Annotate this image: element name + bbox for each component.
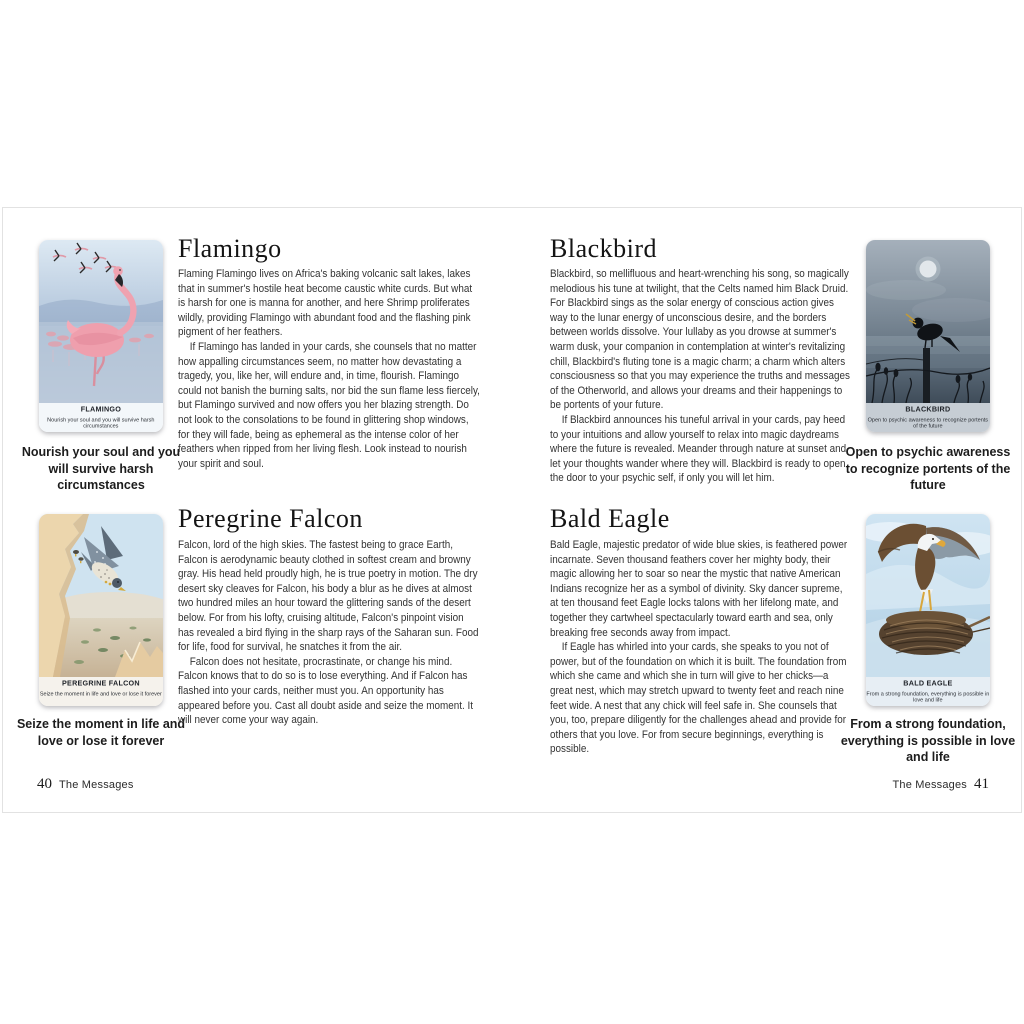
peregrine-falcon-caption: Seize the moment in life and love or lose it forever [16,717,186,748]
card-tagline-text: Nourish your soul and you will survive harsh circumstances [47,417,155,430]
blackbird-card-strip [866,403,990,432]
blackbird-caption: Open to psychic awareness to recognize portents of the future [845,445,1011,492]
card-title-text: BLACKBIRD [905,404,951,414]
bald-eagle-card-strip [866,677,990,706]
book-spread [2,207,1022,813]
card-title-text: BALD EAGLE [903,678,953,688]
paragraph: If Blackbird announces his tuneful arrival in your cards, pay heed to your intuitions and allow yourself to relax into magic daydreams where the future is revealed. Meander through nature at sunset and let your thoughts wander where they will. Blackbird is ready to open the door to your psychic self, if only you will let him. [550,413,847,485]
peregrine-falcon-heading: Peregrine Falcon [178,504,363,533]
paragraph: Flaming Flamingo lives on Africa's baking volcanic salt lakes, lakes that in summer's hostile heat become caustic white curds. But what is harsh for one is manna for another, and here Shrimp proliferates wildly, providing Flamingo with abundant food and the flashing pink pigment of her feathers. [178,268,473,339]
flamingo-caption: Nourish your soul and you will survive harsh circumstances [21,445,181,492]
blackbird-heading: Blackbird [550,234,658,263]
blackbird-card [866,240,990,432]
left-page-number: 40 [37,776,52,792]
paragraph: If Flamingo has landed in your cards, she counsels that no matter how appalling circumstances seem, no matter how devastating a tragedy, you, like her, will endure and, in time, flourish. Flamingo could not banish the burning salts, nor bid the sun flame less fiercely, but Flamingo survived and now offers you her blazing strength. Do not look to the consolations to be found in glittering shop windows, for they will fade, being as ephemeral as the intense color of her feathers when ripped from her living flesh. Look instead to nourish your spirit and soul. [178,340,480,470]
peregrine-falcon-card [39,514,163,706]
paragraph: Blackbird, so mellifluous and heart-wrenching his song, so magically melodious his tune at twilight, that the Celts named him Black Druid. For Blackbird sings as the solar energy of conscious action gives way to the lunar energy of unconscious desire, and the borders between worlds dissolve. Your lullaby as you drowse at summer's warm dusk, your companion in contemplation at winter's revitalizing chill, Blackbird's fluting tone is a magic charm; a charm which alters consciousness so that you may experience the truths and messages of the Otherworld, and allows your dreams and their happenings to be portents of your future. [550,268,850,412]
flamingo-card [39,240,163,432]
blackbird-card-art [866,240,990,403]
paragraph: If Eagle has whirled into your cards, she speaks to you not of power, but of the foundation on which it is built. The foundation from which she came and which she in turn will give to her chicks—a great nest, which may stretch upward to twenty feet and reach nine feet wide. A nest that any chick will feel safe in. She counsels that you, too, prepare diligently for the challenges ahead and provide for others that you love. For from secure beginnings, everything is possible. [550,641,847,756]
peregrine-falcon-card-strip [39,677,163,706]
flamingo-card-art [39,240,163,403]
right-section-label: The Messages [892,779,967,791]
card-tagline-text: Open to psychic awareness to recognize portents of the future [867,417,989,430]
card-tagline-text: From a strong foundation, everything is possible in love and life [866,691,990,704]
paragraph: Falcon, lord of the high skies. The fastest being to grace Earth, Falcon is aerodynamic beauty clothed in softest cream and browny gray. His head held proudly high, he is true poetry in motion. The dry desert sky cleaves for Falcon, his body a blur as he dives at almost two hundred miles an hour toward the glittering sands of the desert below. For from his lofty, cruising altitude, Falcon's pinpoint vision has revealed a bird flying in the sharp rays of the Saharan sun. Food for life, food for survival, he snatches it from the air. [178,539,479,654]
right-page-number: 41 [974,776,989,792]
paragraph: Falcon does not hesitate, procrastinate, or change his mind. Falcon knows that to do so is to lose everything. And if Falcon has flashed into your cards, neither must you. An opportunity has appeared before you. Cast all doubt aside and seize the moment. It will never come your way again. [178,655,473,727]
bald-eagle-card [866,514,990,706]
bald-eagle-card-art [866,514,990,677]
bald-eagle-caption: From a strong foundation, everything is possible in love and life [840,717,1016,764]
card-title-text: FLAMINGO [80,404,122,414]
flamingo-card-strip [39,403,163,432]
left-page-footer [37,776,141,793]
right-page-footer [885,776,989,793]
left-section-label: The Messages [59,779,134,791]
card-title-text: PEREGRINE FALCON [62,678,140,688]
card-tagline-text: Seize the moment in life and love or lose it forever [40,691,162,698]
paragraph: Bald Eagle, majestic predator of wide blue skies, is feathered power incarnate. Seven thousand feathers cover her mighty body, their magic allowing her to soar so near the mystic that native American Indians recognize her as a symbol of divinity. Sky dancer supreme, at ten thousand feet Eagle locks talons with her lifelong mate, and together they cartwheel spectacularly toward earth and sea, only breaking free seconds away from impact. [550,539,848,639]
blackbird-body [550,267,852,486]
bald-eagle-body [550,538,852,757]
peregrine-falcon-card-art [39,514,163,677]
bald-eagle-heading: Bald Eagle [550,504,670,533]
flamingo-heading: Flamingo [178,234,282,263]
peregrine-falcon-body [178,538,480,728]
flamingo-body [178,267,480,471]
